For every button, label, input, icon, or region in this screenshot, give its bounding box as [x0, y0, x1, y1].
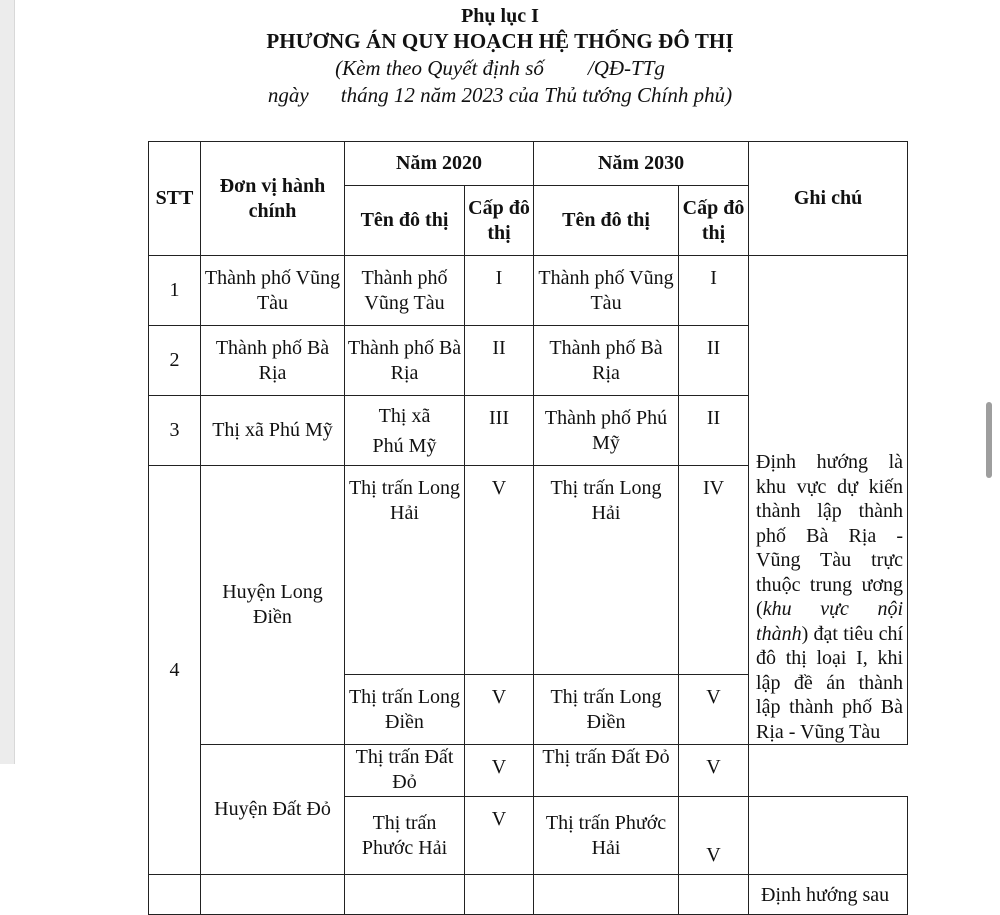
- row-unit-dat-do: Huyện Đất Đỏ: [201, 745, 345, 875]
- next-cell: [679, 875, 749, 915]
- header-level-2020: Cấp đô thị: [465, 186, 534, 256]
- row-unit: Thành phố Vũng Tàu: [201, 256, 345, 326]
- header-year-2020: Năm 2020: [345, 142, 534, 186]
- next-cell: [534, 875, 679, 915]
- row-unit-long-dien: Huyện Long Điền: [201, 466, 345, 745]
- next-cell: [465, 875, 534, 915]
- row-unit: Thị xã Phú Mỹ: [201, 396, 345, 466]
- row-stt: 4: [149, 466, 201, 875]
- row-level-2020: V: [465, 466, 534, 675]
- document-title: PHƯƠNG ÁN QUY HOẠCH HỆ THỐNG ĐÔ THỊ: [266, 29, 734, 53]
- table-row: [149, 256, 908, 326]
- row-level-2030: V: [679, 675, 749, 745]
- row-name-2030: Thị trấn Long Điền: [534, 675, 679, 745]
- row-level-2030: II: [679, 326, 749, 396]
- note-city-plan: Định hướng là khu vực dự kiến thành lập thành phố Bà Rịa - Vũng Tàu trực thuộc trung ương (khu vực nội thành) đạt tiêu chí đô thị loại I, khi lập đề án thành lập thành phố Bà Rịa - Vũng Tàu: [749, 256, 908, 745]
- row-name-2020: Thành phố Bà Rịa: [345, 326, 465, 396]
- urban-system-table: [148, 141, 908, 915]
- header-level-2030: Cấp đô thị: [679, 186, 749, 256]
- row-name-2020: Thị xã Phú Mỹ: [345, 396, 465, 466]
- header-note: Ghi chú: [749, 142, 908, 256]
- row-level-2030: IV: [679, 466, 749, 675]
- note-empty: [749, 797, 908, 875]
- row-name-2020: Thị trấn Long Điền: [345, 675, 465, 745]
- left-page-edge: [0, 0, 15, 764]
- next-cell: [201, 875, 345, 915]
- row-unit: Thành phố Bà Rịa: [201, 326, 345, 396]
- next-cell: [149, 875, 201, 915]
- row-name-2020: Thị trấn Phước Hải: [345, 797, 465, 875]
- row-stt: 1: [149, 256, 201, 326]
- row-level-2030: V: [679, 745, 749, 797]
- row-level-2020: III: [465, 396, 534, 466]
- header-unit: Đơn vị hành chính: [201, 142, 345, 256]
- row-level-2020: V: [465, 797, 534, 875]
- row-name-2030: Thị trấn Long Hải: [534, 466, 679, 675]
- header-year-2030: Năm 2030: [534, 142, 749, 186]
- row-name-2030: Thành phố Vũng Tàu: [534, 256, 679, 326]
- row-name-2030: Thị trấn Phước Hải: [534, 797, 679, 875]
- decision-date: ngày tháng 12 năm 2023 của Thủ tướng Chính phủ): [267, 83, 733, 107]
- row-name-2020: Thị trấn Đất Đỏ: [345, 745, 465, 797]
- next-cell: [345, 875, 465, 915]
- note-next: Định hướng sau: [749, 875, 908, 915]
- header-name-2020: Tên đô thị: [345, 186, 465, 256]
- row-name-2020: Thành phố Vũng Tàu: [345, 256, 465, 326]
- row-stt: 2: [149, 326, 201, 396]
- row-level-2020: V: [465, 675, 534, 745]
- row-level-2030: I: [679, 256, 749, 326]
- row-name-2030: Thành phố Bà Rịa: [534, 326, 679, 396]
- row-name-2020: Thị trấn Long Hải: [345, 466, 465, 675]
- row-level-2030: II: [679, 396, 749, 466]
- appendix-label: Phụ lục I: [461, 5, 539, 27]
- header-stt: STT: [149, 142, 201, 256]
- table-row: [149, 875, 908, 915]
- row-level-2030: V: [679, 797, 749, 875]
- header-name-2030: Tên đô thị: [534, 186, 679, 256]
- row-level-2020: II: [465, 326, 534, 396]
- row-level-2020: V: [465, 745, 534, 797]
- row-level-2020: I: [465, 256, 534, 326]
- table-row: [149, 745, 908, 797]
- scrollbar-thumb[interactable]: [986, 402, 992, 478]
- row-stt: 3: [149, 396, 201, 466]
- decision-reference: (Kèm theo Quyết định số /QĐ-TTg: [335, 56, 665, 80]
- row-name-2030: Thành phố Phú Mỹ: [534, 396, 679, 466]
- row-name-2030: Thị trấn Đất Đỏ: [534, 745, 679, 797]
